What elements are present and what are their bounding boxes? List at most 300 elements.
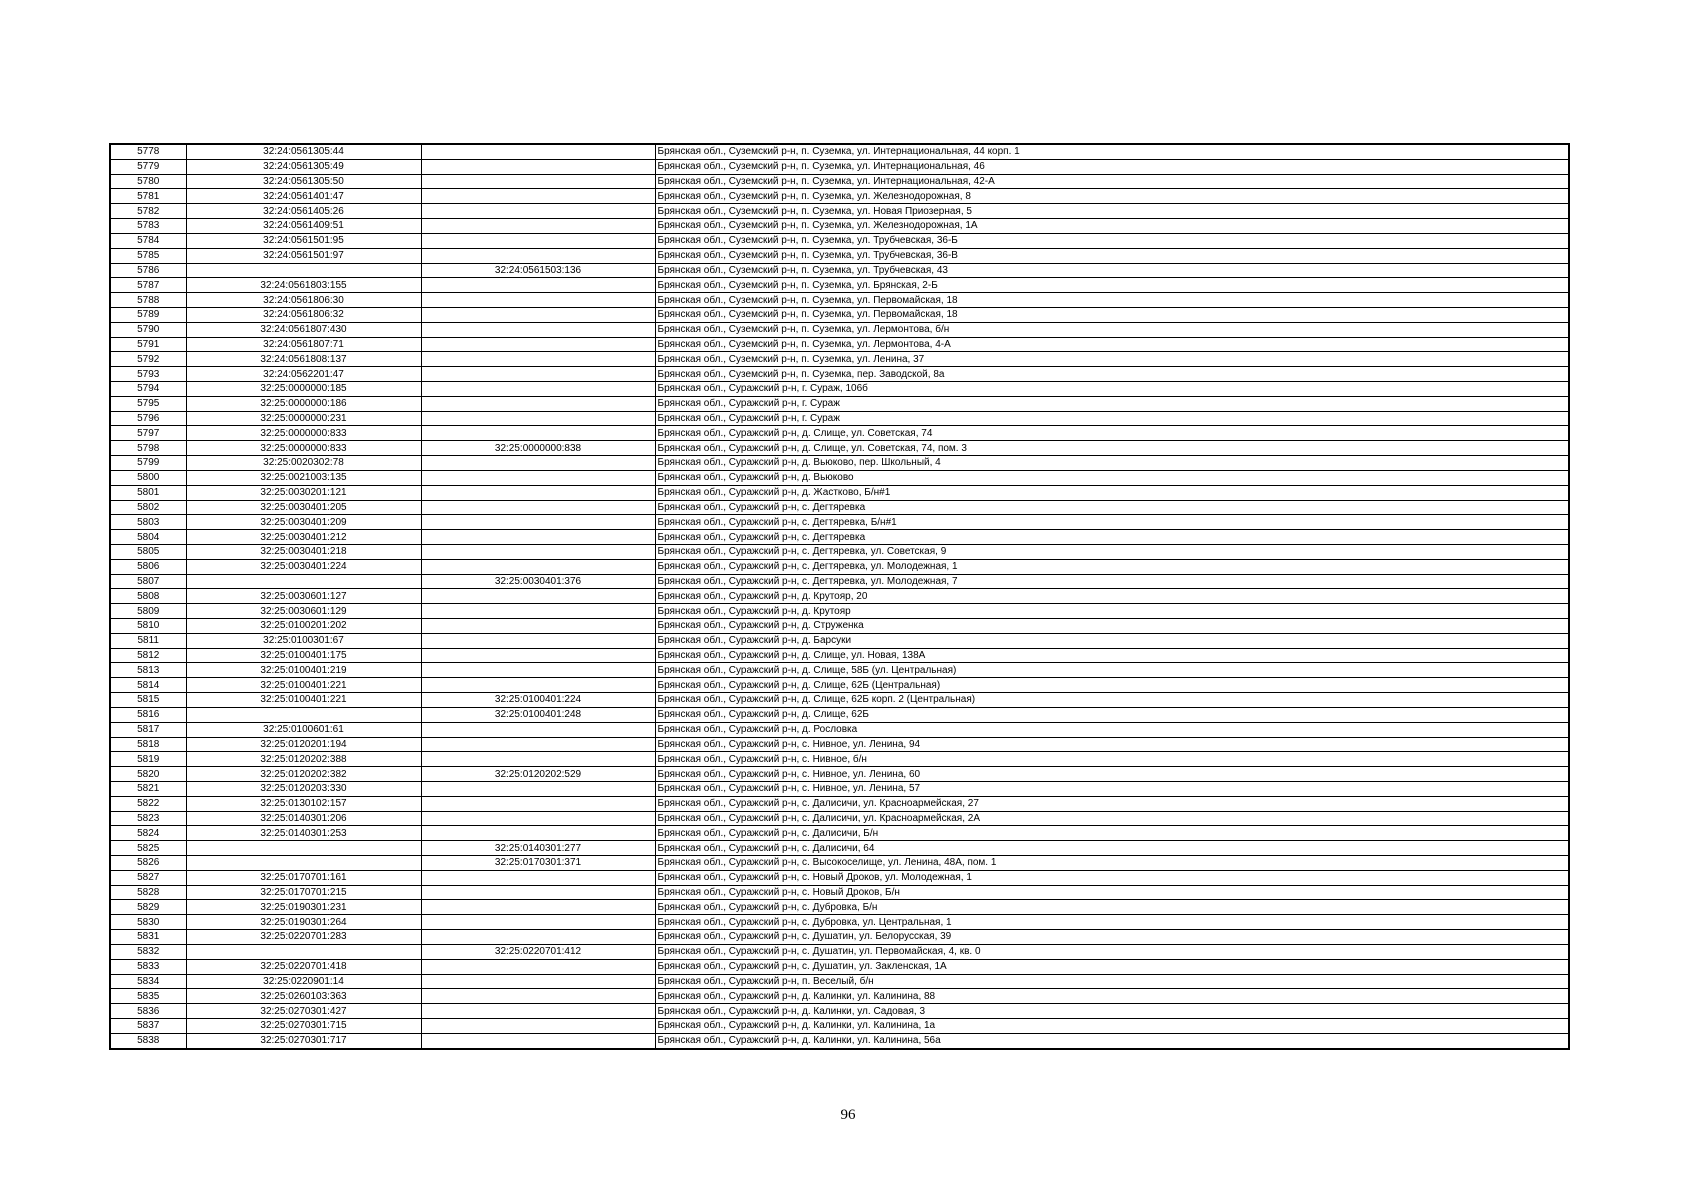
table-row [110,515,1569,530]
table-row [110,293,1569,308]
linked-cadastral-number-cell [421,974,655,989]
table-row [110,693,1569,708]
row-number-cell: 5787 [110,278,186,293]
address-cell: Брянская обл., Суражский р-н, с. Дегтяревка, ул. Советская, 9 [655,544,1569,559]
row-number-cell: 5784 [110,233,186,248]
row-number-cell: 5800 [110,470,186,485]
row-number-cell: 5837 [110,1018,186,1033]
table-row [110,856,1569,871]
table-row [110,159,1569,174]
row-number-cell: 5814 [110,678,186,693]
cadastral-number-cell: 32:24:0561409:51 [186,219,421,234]
linked-cadastral-number-cell [421,411,655,426]
address-cell: Брянская обл., Суземский р-н, п. Суземка, ул. Трубчевская, 43 [655,263,1569,278]
address-cell: Брянская обл., Суражский р-н, д. Барсуки [655,633,1569,648]
cadastral-number-cell [186,856,421,871]
table-row [110,589,1569,604]
cadastral-number-cell: 32:25:0100401:175 [186,648,421,663]
cadastral-number-cell: 32:25:0000000:185 [186,382,421,397]
table-row [110,470,1569,485]
address-cell: Брянская обл., Суражский р-н, д. Слище, 62Б [655,707,1569,722]
table-row [110,1033,1569,1048]
table-row [110,796,1569,811]
cadastral-number-cell: 32:24:0561305:44 [186,144,421,159]
cadastral-number-cell: 32:25:0030201:121 [186,485,421,500]
address-cell: Брянская обл., Суражский р-н, д. Калинки, ул. Калинина, 88 [655,989,1569,1004]
address-cell: Брянская обл., Суражский р-н, с. Душатин, ул. Белорусская, 39 [655,930,1569,945]
linked-cadastral-number-cell [421,870,655,885]
row-number-cell: 5811 [110,633,186,648]
address-cell: Брянская обл., Суражский р-н, с. Нивное, ул. Ленина, 57 [655,781,1569,796]
linked-cadastral-number-cell [421,248,655,263]
row-number-cell: 5796 [110,411,186,426]
cadastral-number-cell: 32:24:0561305:49 [186,159,421,174]
address-cell: Брянская обл., Суземский р-н, п. Суземка, ул. Новая Приозерная, 5 [655,204,1569,219]
table-row [110,944,1569,959]
table-row [110,426,1569,441]
linked-cadastral-number-cell [421,174,655,189]
cadastral-number-cell: 32:25:0100301:67 [186,633,421,648]
cadastral-number-cell: 32:25:0030401:209 [186,515,421,530]
table-row [110,633,1569,648]
cadastral-number-cell: 32:25:0030401:224 [186,559,421,574]
row-number-cell: 5817 [110,722,186,737]
row-number-cell: 5801 [110,485,186,500]
cadastral-number-cell: 32:25:0100201:202 [186,619,421,634]
row-number-cell: 5815 [110,693,186,708]
cadastral-number-cell: 32:24:0561807:71 [186,337,421,352]
linked-cadastral-number-cell [421,781,655,796]
address-cell: Брянская обл., Суземский р-н, п. Суземка, ул. Лермонтова, б/н [655,322,1569,337]
linked-cadastral-number-cell: 32:25:0100401:224 [421,693,655,708]
address-cell: Брянская обл., Суражский р-н, с. Далисичи, ул. Красноармейская, 27 [655,796,1569,811]
linked-cadastral-number-cell [421,796,655,811]
table-row [110,826,1569,841]
address-cell: Брянская обл., Суражский р-н, д. Слище, 62Б (Центральная) [655,678,1569,693]
linked-cadastral-number-cell [421,959,655,974]
cadastral-number-cell [186,944,421,959]
linked-cadastral-number-cell [421,678,655,693]
table-row [110,307,1569,322]
cadastral-number-cell: 32:25:0021003:135 [186,470,421,485]
address-cell: Брянская обл., Суражский р-н, с. Нивное, ул. Ленина, 94 [655,737,1569,752]
address-cell: Брянская обл., Суземский р-н, п. Суземка, ул. Ленина, 37 [655,352,1569,367]
row-number-cell: 5829 [110,900,186,915]
cadastral-number-cell: 32:25:0100401:219 [186,663,421,678]
table-row [110,648,1569,663]
linked-cadastral-number-cell [421,500,655,515]
address-cell: Брянская обл., Суражский р-н, г. Сураж [655,411,1569,426]
row-number-cell: 5786 [110,263,186,278]
linked-cadastral-number-cell [421,752,655,767]
linked-cadastral-number-cell [421,219,655,234]
linked-cadastral-number-cell: 32:25:0120202:529 [421,767,655,782]
linked-cadastral-number-cell [421,396,655,411]
table-row [110,233,1569,248]
linked-cadastral-number-cell [421,144,655,159]
table-row [110,870,1569,885]
table-row [110,500,1569,515]
cadastral-number-cell: 32:25:0140301:206 [186,811,421,826]
row-number-cell: 5836 [110,1004,186,1019]
address-cell: Брянская обл., Суражский р-н, с. Дегтяревка [655,530,1569,545]
linked-cadastral-number-cell [421,544,655,559]
registry-table-body [110,144,1569,1049]
address-cell: Брянская обл., Суземский р-н, п. Суземка, ул. Лермонтова, 4-А [655,337,1569,352]
table-row [110,604,1569,619]
table-row [110,322,1569,337]
cadastral-number-cell: 32:24:0561808:137 [186,352,421,367]
linked-cadastral-number-cell [421,293,655,308]
row-number-cell: 5807 [110,574,186,589]
cadastral-number-cell: 32:24:0561501:95 [186,233,421,248]
cadastral-number-cell: 32:25:0190301:231 [186,900,421,915]
cadastral-number-cell: 32:24:0561807:430 [186,322,421,337]
table-row [110,485,1569,500]
address-cell: Брянская обл., Суражский р-н, с. Душатин, ул. Закленская, 1А [655,959,1569,974]
address-cell: Брянская обл., Суражский р-н, с. Дегтяревка, Б/н#1 [655,515,1569,530]
table-row [110,974,1569,989]
row-number-cell: 5780 [110,174,186,189]
table-row [110,411,1569,426]
linked-cadastral-number-cell [421,737,655,752]
cadastral-number-cell: 32:25:0270301:717 [186,1033,421,1048]
cadastral-number-cell [186,841,421,856]
row-number-cell: 5823 [110,811,186,826]
row-number-cell: 5830 [110,915,186,930]
row-number-cell: 5783 [110,219,186,234]
cadastral-number-cell: 32:25:0270301:427 [186,1004,421,1019]
row-number-cell: 5812 [110,648,186,663]
address-cell: Брянская обл., Суражский р-н, с. Дегтяревка, ул. Молодежная, 7 [655,574,1569,589]
row-number-cell: 5790 [110,322,186,337]
table-row [110,959,1569,974]
table-row [110,1018,1569,1033]
table-row [110,441,1569,456]
linked-cadastral-number-cell: 32:25:0170301:371 [421,856,655,871]
cadastral-number-cell: 32:25:0140301:253 [186,826,421,841]
row-number-cell: 5804 [110,530,186,545]
linked-cadastral-number-cell [421,322,655,337]
table-row [110,722,1569,737]
table-row [110,396,1569,411]
cadastral-number-cell: 32:25:0120203:330 [186,781,421,796]
linked-cadastral-number-cell [421,722,655,737]
property-registry-table [109,143,1570,1050]
table-row [110,204,1569,219]
linked-cadastral-number-cell [421,367,655,382]
linked-cadastral-number-cell [421,648,655,663]
table-row [110,337,1569,352]
linked-cadastral-number-cell [421,663,655,678]
address-cell: Брянская обл., Суражский р-н, д. Рословка [655,722,1569,737]
linked-cadastral-number-cell [421,204,655,219]
linked-cadastral-number-cell [421,989,655,1004]
cadastral-number-cell [186,263,421,278]
row-number-cell: 5813 [110,663,186,678]
table-row [110,530,1569,545]
address-cell: Брянская обл., Суземский р-н, п. Суземка, ул. Железнодорожная, 8 [655,189,1569,204]
address-cell: Брянская обл., Суражский р-н, д. Жастково, Б/н#1 [655,485,1569,500]
linked-cadastral-number-cell [421,470,655,485]
row-number-cell: 5816 [110,707,186,722]
table-row [110,248,1569,263]
cadastral-number-cell: 32:25:0120202:382 [186,767,421,782]
linked-cadastral-number-cell [421,337,655,352]
linked-cadastral-number-cell [421,915,655,930]
cadastral-number-cell: 32:25:0120202:388 [186,752,421,767]
address-cell: Брянская обл., Суражский р-н, д. Слище, ул. Советская, 74 [655,426,1569,441]
row-number-cell: 5806 [110,559,186,574]
row-number-cell: 5791 [110,337,186,352]
table-row [110,219,1569,234]
linked-cadastral-number-cell [421,589,655,604]
linked-cadastral-number-cell [421,826,655,841]
row-number-cell: 5831 [110,930,186,945]
cadastral-number-cell: 32:25:0030401:212 [186,530,421,545]
address-cell: Брянская обл., Суземский р-н, п. Суземка, ул. Интернациональная, 42-А [655,174,1569,189]
cadastral-number-cell: 32:25:0030601:129 [186,604,421,619]
address-cell: Брянская обл., Суражский р-н, с. Дегтяревка [655,500,1569,515]
cadastral-number-cell: 32:24:0562201:47 [186,367,421,382]
table-row [110,989,1569,1004]
row-number-cell: 5838 [110,1033,186,1048]
row-number-cell: 5803 [110,515,186,530]
row-number-cell: 5835 [110,989,186,1004]
address-cell: Брянская обл., Суземский р-н, п. Суземка, ул. Интернациональная, 46 [655,159,1569,174]
page-number: 96 [840,1107,856,1123]
address-cell: Брянская обл., Суражский р-н, г. Сураж, 106б [655,382,1569,397]
linked-cadastral-number-cell [421,485,655,500]
row-number-cell: 5805 [110,544,186,559]
row-number-cell: 5789 [110,307,186,322]
row-number-cell: 5797 [110,426,186,441]
cadastral-number-cell: 32:25:0100401:221 [186,678,421,693]
address-cell: Брянская обл., Суземский р-н, п. Суземка, ул. Железнодорожная, 1А [655,219,1569,234]
linked-cadastral-number-cell [421,885,655,900]
row-number-cell: 5822 [110,796,186,811]
linked-cadastral-number-cell: 32:25:0100401:248 [421,707,655,722]
address-cell: Брянская обл., Суражский р-н, д. Крутояр [655,604,1569,619]
address-cell: Брянская обл., Суражский р-н, с. Нивное, б/н [655,752,1569,767]
row-number-cell: 5785 [110,248,186,263]
cadastral-number-cell: 32:25:0000000:186 [186,396,421,411]
address-cell: Брянская обл., Суражский р-н, с. Далисичи, ул. Красноармейская, 2А [655,811,1569,826]
cadastral-number-cell: 32:25:0270301:715 [186,1018,421,1033]
address-cell: Брянская обл., Суражский р-н, д. Слище, 58Б (ул. Центральная) [655,663,1569,678]
address-cell: Брянская обл., Суражский р-н, д. Слище, ул. Новая, 138А [655,648,1569,663]
linked-cadastral-number-cell [421,233,655,248]
row-number-cell: 5809 [110,604,186,619]
table-row [110,707,1569,722]
address-cell: Брянская обл., Суражский р-н, с. Дегтяревка, ул. Молодежная, 1 [655,559,1569,574]
table-row [110,900,1569,915]
address-cell: Брянская обл., Суземский р-н, п. Суземка, пер. Заводской, 8а [655,367,1569,382]
linked-cadastral-number-cell [421,559,655,574]
cadastral-number-cell: 32:24:0561305:50 [186,174,421,189]
linked-cadastral-number-cell [421,604,655,619]
row-number-cell: 5794 [110,382,186,397]
table-row [110,885,1569,900]
cadastral-number-cell: 32:25:0020302:78 [186,456,421,471]
cadastral-number-cell: 32:24:0561803:155 [186,278,421,293]
cadastral-number-cell: 32:25:0030401:218 [186,544,421,559]
address-cell: Брянская обл., Суражский р-н, с. Далисичи, Б/н [655,826,1569,841]
address-cell: Брянская обл., Суражский р-н, п. Веселый, б/н [655,974,1569,989]
cadastral-number-cell: 32:25:0030601:127 [186,589,421,604]
address-cell: Брянская обл., Суражский р-н, д. Струженка [655,619,1569,634]
table-row [110,189,1569,204]
linked-cadastral-number-cell [421,159,655,174]
address-cell: Брянская обл., Суземский р-н, п. Суземка, ул. Трубчевская, 36-В [655,248,1569,263]
linked-cadastral-number-cell [421,278,655,293]
row-number-cell: 5778 [110,144,186,159]
address-cell: Брянская обл., Суземский р-н, п. Суземка, ул. Интернациональная, 44 корп. 1 [655,144,1569,159]
table-row [110,352,1569,367]
address-cell: Брянская обл., Суражский р-н, д. Калинки, ул. Калинина, 1а [655,1018,1569,1033]
table-row [110,619,1569,634]
linked-cadastral-number-cell: 32:24:0561503:136 [421,263,655,278]
address-cell: Брянская обл., Суражский р-н, с. Дубровка, ул. Центральная, 1 [655,915,1569,930]
table-row [110,663,1569,678]
row-number-cell: 5832 [110,944,186,959]
linked-cadastral-number-cell [421,530,655,545]
address-cell: Брянская обл., Суражский р-н, д. Слище, 62Б корп. 2 (Центральная) [655,693,1569,708]
address-cell: Брянская обл., Суражский р-н, с. Новый Дроков, Б/н [655,885,1569,900]
linked-cadastral-number-cell: 32:25:0220701:412 [421,944,655,959]
row-number-cell: 5826 [110,856,186,871]
table-row [110,781,1569,796]
table-row [110,915,1569,930]
address-cell: Брянская обл., Суражский р-н, с. Душатин, ул. Первомайская, 4, кв. 0 [655,944,1569,959]
row-number-cell: 5795 [110,396,186,411]
linked-cadastral-number-cell: 32:25:0000000:838 [421,441,655,456]
table-row [110,767,1569,782]
table-row [110,456,1569,471]
row-number-cell: 5833 [110,959,186,974]
linked-cadastral-number-cell [421,900,655,915]
row-number-cell: 5781 [110,189,186,204]
table-row [110,1004,1569,1019]
row-number-cell: 5824 [110,826,186,841]
address-cell: Брянская обл., Суражский р-н, д. Калинки, ул. Садовая, 3 [655,1004,1569,1019]
address-cell: Брянская обл., Суражский р-н, с. Далисичи, 64 [655,841,1569,856]
address-cell: Брянская обл., Суражский р-н, д. Крутояр, 20 [655,589,1569,604]
row-number-cell: 5828 [110,885,186,900]
table-row [110,367,1569,382]
linked-cadastral-number-cell: 32:25:0030401:376 [421,574,655,589]
linked-cadastral-number-cell [421,382,655,397]
address-cell: Брянская обл., Суземский р-н, п. Суземка, ул. Трубчевская, 36-Б [655,233,1569,248]
linked-cadastral-number-cell [421,1033,655,1048]
row-number-cell: 5802 [110,500,186,515]
row-number-cell: 5792 [110,352,186,367]
table-row [110,544,1569,559]
cadastral-number-cell: 32:25:0170701:161 [186,870,421,885]
cadastral-number-cell: 32:25:0190301:264 [186,915,421,930]
row-number-cell: 5788 [110,293,186,308]
table-row [110,930,1569,945]
row-number-cell: 5793 [110,367,186,382]
row-number-cell: 5821 [110,781,186,796]
cadastral-number-cell: 32:25:0120201:194 [186,737,421,752]
cadastral-number-cell: 32:25:0030401:205 [186,500,421,515]
address-cell: Брянская обл., Суражский р-н, д. Слище, ул. Советская, 74, пом. 3 [655,441,1569,456]
cadastral-number-cell: 32:25:0000000:833 [186,441,421,456]
cadastral-number-cell [186,574,421,589]
table-row [110,263,1569,278]
table-row [110,574,1569,589]
linked-cadastral-number-cell: 32:25:0140301:277 [421,841,655,856]
table-row [110,737,1569,752]
cadastral-number-cell: 32:24:0561501:97 [186,248,421,263]
table-row [110,841,1569,856]
cadastral-number-cell: 32:25:0100401:221 [186,693,421,708]
linked-cadastral-number-cell [421,619,655,634]
address-cell: Брянская обл., Суражский р-н, с. Нивное, ул. Ленина, 60 [655,767,1569,782]
linked-cadastral-number-cell [421,633,655,648]
cadastral-number-cell: 32:24:0561806:30 [186,293,421,308]
linked-cadastral-number-cell [421,515,655,530]
row-number-cell: 5834 [110,974,186,989]
row-number-cell: 5808 [110,589,186,604]
row-number-cell: 5819 [110,752,186,767]
cadastral-number-cell: 32:25:0220701:418 [186,959,421,974]
cadastral-number-cell: 32:24:0561405:26 [186,204,421,219]
row-number-cell: 5810 [110,619,186,634]
cadastral-number-cell: 32:25:0000000:833 [186,426,421,441]
linked-cadastral-number-cell [421,1018,655,1033]
table-row [110,278,1569,293]
cadastral-number-cell: 32:24:0561401:47 [186,189,421,204]
linked-cadastral-number-cell [421,189,655,204]
linked-cadastral-number-cell [421,307,655,322]
linked-cadastral-number-cell [421,930,655,945]
row-number-cell: 5799 [110,456,186,471]
row-number-cell: 5782 [110,204,186,219]
linked-cadastral-number-cell [421,456,655,471]
cadastral-number-cell: 32:25:0000000:231 [186,411,421,426]
cadastral-number-cell: 32:25:0220901:14 [186,974,421,989]
cadastral-number-cell: 32:25:0220701:283 [186,930,421,945]
address-cell: Брянская обл., Суражский р-н, г. Сураж [655,396,1569,411]
table-row [110,811,1569,826]
address-cell: Брянская обл., Суземский р-н, п. Суземка, ул. Первомайская, 18 [655,307,1569,322]
cadastral-number-cell: 32:25:0170701:215 [186,885,421,900]
table-row [110,144,1569,159]
cadastral-number-cell: 32:25:0260103:363 [186,989,421,1004]
row-number-cell: 5827 [110,870,186,885]
row-number-cell: 5798 [110,441,186,456]
address-cell: Брянская обл., Суражский р-н, с. Дубровка, Б/н [655,900,1569,915]
cadastral-number-cell [186,707,421,722]
table-row [110,174,1569,189]
linked-cadastral-number-cell [421,1004,655,1019]
table-row [110,678,1569,693]
address-cell: Брянская обл., Суражский р-н, с. Новый Дроков, ул. Молодежная, 1 [655,870,1569,885]
cadastral-number-cell: 32:24:0561806:32 [186,307,421,322]
linked-cadastral-number-cell [421,811,655,826]
address-cell: Брянская обл., Суражский р-н, д. Вьюково [655,470,1569,485]
table-row [110,382,1569,397]
table-row [110,559,1569,574]
linked-cadastral-number-cell [421,426,655,441]
row-number-cell: 5820 [110,767,186,782]
address-cell: Брянская обл., Суземский р-н, п. Суземка, ул. Брянская, 2-Б [655,278,1569,293]
address-cell: Брянская обл., Суражский р-н, с. Высокоселище, ул. Ленина, 48А, пом. 1 [655,856,1569,871]
row-number-cell: 5825 [110,841,186,856]
address-cell: Брянская обл., Суземский р-н, п. Суземка, ул. Первомайская, 18 [655,293,1569,308]
